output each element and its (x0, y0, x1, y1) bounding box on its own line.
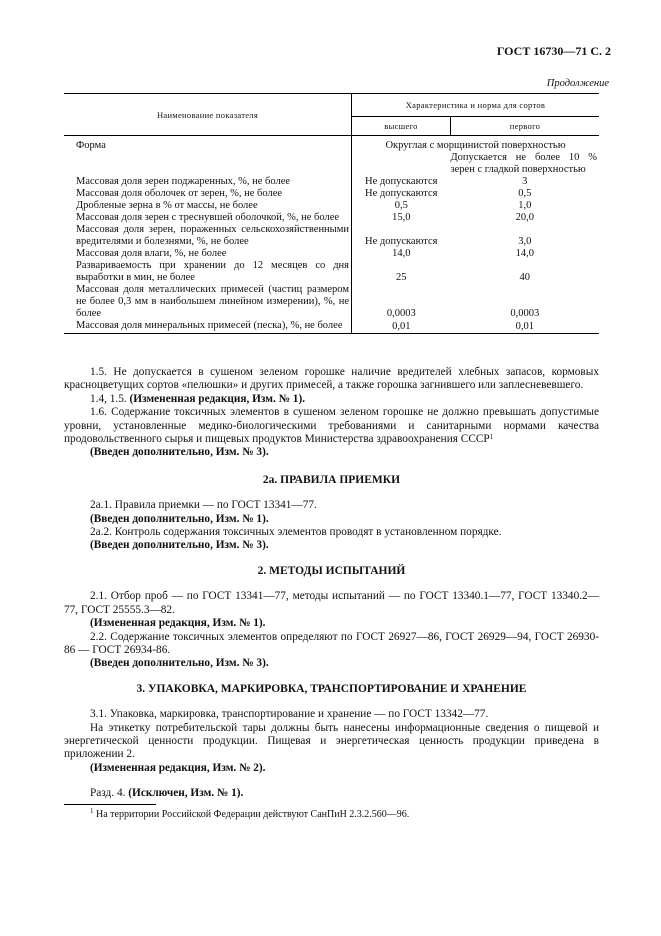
table-row: Дробленые зерна в % от массы, не более 0,5 1,0 (76, 200, 532, 211)
heading-2: 2. МЕТОДЫ ИСПЫТАНИЙ (257, 564, 406, 577)
page-header: ГОСТ 16730—71 С. 2 (496, 44, 611, 58)
paragraph-1-6-note: (Введен дополнительно, Изм. № 3). (90, 446, 269, 459)
table-row: Массовая доля зерен поджаренных, %, не более Не допускаются 3 (76, 176, 528, 187)
col-header-name: Наименование показателя (64, 94, 352, 136)
table-row (64, 152, 599, 176)
form-value: Округлая с морщинистой поверхностью (352, 136, 600, 153)
paragraph-3-1b: На этикетку потребительской тары должны быть нанесены информационные сведения о пищевой и энергетической ценности продукции. Пищевая и энергетическая ценность продукции приведена в приложении 2. (64, 721, 599, 761)
table-row (64, 136, 599, 153)
table-row: Массовая доля зерен с треснувшей оболочкой, %, не более 15,0 20,0 (76, 212, 534, 223)
heading-3: 3. УПАКОВКА, МАРКИРОВКА, ТРАНСПОРТИРОВАНИЕ И ХРАНЕНИЕ (136, 682, 527, 695)
table-row: Массовая доля минеральных примесей (песка), %, не более 0,01 0,01 (64, 320, 599, 334)
paragraph-4: Разд. 4. (Исключен, Изм. № 1). (90, 787, 244, 800)
paragraph-1-4-note: 1.4, 1.5. (Измененная редакция, Изм. № 1). (90, 392, 306, 405)
col-header-group: Характеристика и норма для сортов (352, 94, 600, 117)
continued-label: Продолжение (546, 78, 609, 89)
paragraph-2a-2-note: (Введен дополнительно, Изм. № 3). (90, 539, 269, 552)
paragraph-2-1-note: (Измененная редакция, Изм. № 1). (90, 617, 266, 630)
table-row: Массовая доля оболочек от зерен, %, не более Не допускаются 0,5 (76, 188, 532, 199)
table-row: Массовая доля зерен, пораженных сельскохозяйственными вредителями и болезнями, %, не более Не допускаются 3,0 (76, 224, 532, 247)
body-text (64, 366, 599, 801)
paragraph-2a-1-note: (Введен дополнительно, Изм. № 1). (90, 512, 269, 525)
footnote-divider (64, 804, 156, 805)
paragraph-3-note: (Измененная редакция, Изм. № 2). (90, 761, 266, 774)
paragraph-2-2-note: (Введен дополнительно, Изм. № 3). (90, 657, 269, 670)
table-row: Массовая доля влаги, %, не более 14,0 14,0 (76, 248, 534, 259)
paragraph-2-2: 2.2. Содержание токсичных элементов определяют по ГОСТ 26927—86, ГОСТ 26929—94, ГОСТ 26930-86 — ГОСТ 26934-86. (64, 630, 599, 656)
paragraph-2a-1: 2а.1. Правила приемки — по ГОСТ 13341—77. (90, 499, 317, 512)
table-row: Развариваемость при хранении до 12 месяцев со дня выработки в мин, не более 25 40 (76, 260, 530, 283)
paragraph-3-1: 3.1. Упаковка, маркировка, транспортирование и хранение — по ГОСТ 13342—77. (90, 708, 489, 721)
footnote-text: На территории Российской Федерации действуют СанПиН 2.3.2.560—96. (96, 809, 410, 820)
paragraph-2-1: 2.1. Отбор проб — по ГОСТ 13341—77, методы испытаний — по ГОСТ 13340.1—77, ГОСТ 13340.2—77, ГОСТ 25555.3—82. (64, 590, 599, 616)
table-row: Массовая доля металлических примесей (частиц размером не более 0,3 мм в наибольшем линейном измерении), %, не более 0,0003 0,0003 (76, 284, 540, 319)
quality-table (64, 93, 599, 334)
col-header-highest: высшего (352, 117, 451, 136)
footnote-ref: 1 (489, 433, 494, 442)
paragraph-1-6: 1.6. Содержание токсичных элементов в сушеном зеленом горошке не должно превышать допустимые уровни, установленные медико-биологическими требованиями и санитарными нормами качества продовольственного сырья и пищевых продуктов Министерства здравоохранения СССР$^1$ (64, 406, 599, 446)
heading-2a: 2а. ПРАВИЛА ПРИЕМКИ (262, 473, 401, 486)
col-header-first: первого (451, 117, 600, 136)
paragraph-1-5: 1.5. Не допускается в сушеном зеленом горошке наличие вредителей хлебных запасов, кормовых красноцветущих сортов «пелюшки» и других примесей, а также горошка загнившего или заплесневевшего. (64, 366, 599, 392)
paragraph-2a-2: 2а.2. Контроль содержания токсичных элементов проводят в установленном порядке. (90, 526, 502, 539)
form-value-first: Допускается не более 10 % зерен с гладкой поверхностью (450, 152, 597, 175)
footnote-mark: 1 (90, 807, 94, 815)
footnote (90, 809, 409, 820)
row-name-form: Форма (76, 140, 106, 151)
